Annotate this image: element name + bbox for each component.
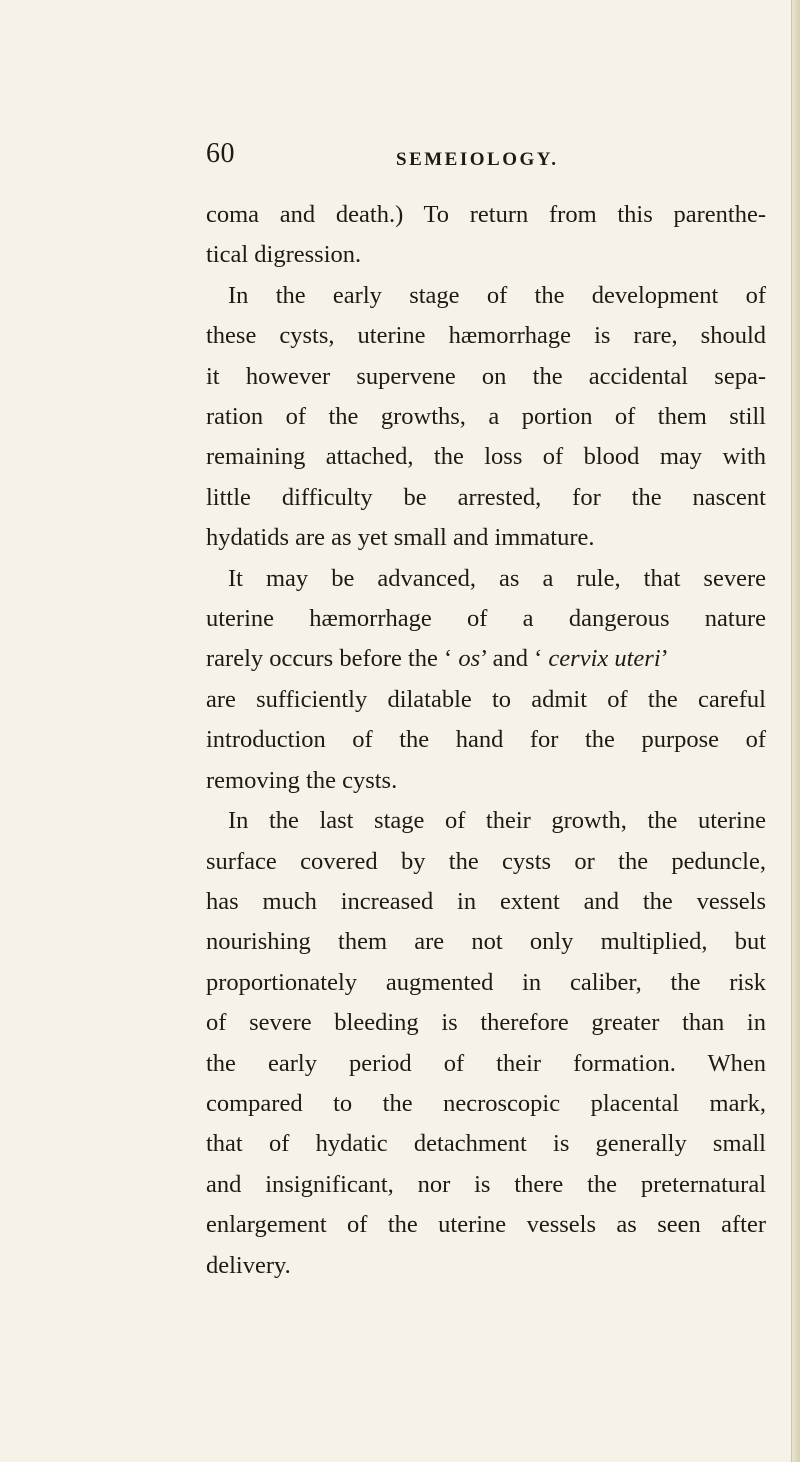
text-line: the early period of their formation. When [206,1049,766,1077]
text-line: hydatids are as yet small and immature. [206,524,595,552]
italic-term-cervix-uteri: cervix uteri [548,645,661,673]
text-run: ’ and ‘ [480,645,549,673]
page-edge [792,0,800,1462]
text-line: coma and death.) To return from this parenthe- [206,201,766,228]
page-header [206,138,766,178]
text-line: introduction of the hand for the purpose of [206,726,766,754]
text-line: and insignificant, nor is there the preternatural [206,1170,766,1198]
text-line: surface covered by the cysts or the peduncle, [206,847,766,875]
text-line: has much increased in extent and the vessels [206,887,766,915]
text-line: that of hydatic detachment is generally small [206,1130,766,1158]
text-line: ration of the growths, a portion of them still [206,403,766,431]
text-line: It may be advanced, as a rule, that severe [228,564,766,592]
text-line: removing the cysts. [206,766,398,794]
text-line: remaining attached, the loss of blood may with [206,443,766,471]
paragraph-2 [206,276,766,559]
italic-term-os: os [458,645,481,673]
text-line: it however supervene on the accidental sepa- [206,362,766,390]
text-line: little difficulty be arrested, for the nascent [206,483,766,511]
text-line [206,639,766,679]
text-line: these cysts, uterine hæmorrhage is rare, should [206,322,766,350]
text-line: In the early stage of the development of [228,281,766,309]
text-line: of severe bleeding is therefore greater than in [206,1009,766,1037]
text-line: enlargement of the uterine vessels as seen after [206,1211,766,1239]
text-run: rarely occurs before the ‘ [206,645,459,673]
text-line: compared to the necroscopic placental mark, [206,1089,766,1117]
paragraph-4 [206,801,766,1286]
page-number: 60 [206,138,235,169]
text-line: delivery. [206,1251,291,1279]
text-line: proportionately augmented in caliber, the risk [206,968,766,996]
text-line: In the last stage of their growth, the uterine [228,807,766,835]
text-line: are sufficiently dilatable to admit of the careful [206,685,766,713]
text-line: nourishing them are not only multiplied, but [206,928,766,956]
text-line: uterine hæmorrhage of a dangerous nature [206,605,766,633]
text-line: tical digression. [206,241,362,269]
paragraph-3 [206,559,766,801]
running-head: SEMEIOLOGY. [396,149,559,170]
paragraph-1 [206,195,766,276]
body-text [206,195,766,1286]
text-run: ’ [660,645,669,673]
